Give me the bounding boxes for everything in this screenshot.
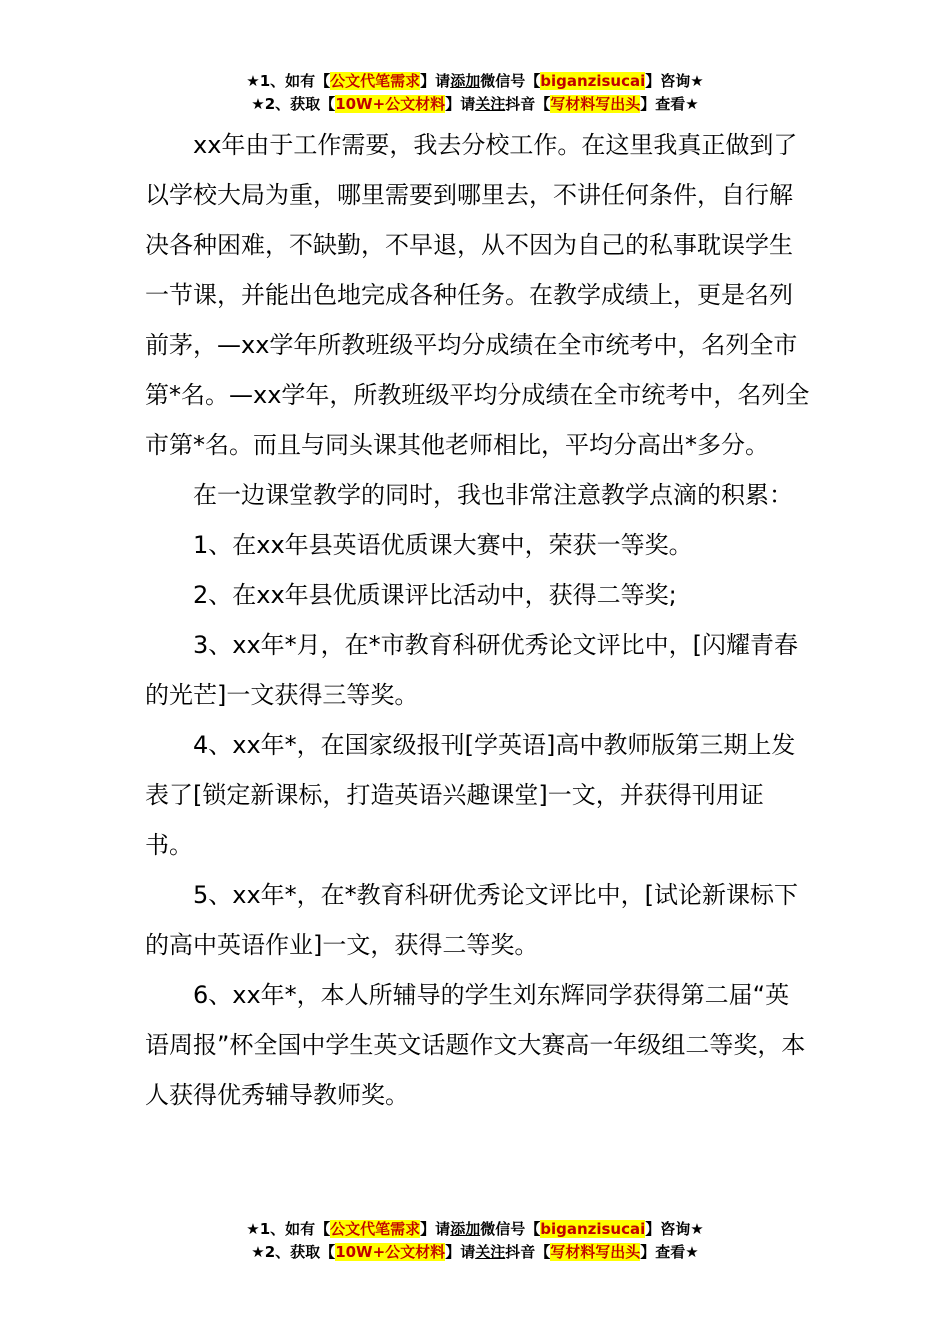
list-item: 2、在xx年县优质课评比活动中，获得二等奖;	[193, 581, 677, 609]
banner-text: 】请	[420, 72, 451, 90]
document-body	[145, 120, 810, 1120]
list-item: 3、xx年*月，在*市教育科研优秀论文评比中，[闪耀青春的光芒]一文获得三等奖。	[145, 631, 799, 709]
banner-text: 微信号【	[480, 1220, 541, 1238]
banner-highlight: biganzisucai	[540, 1220, 646, 1238]
banner-highlight: 写材料写出头	[550, 95, 641, 113]
banner-highlight: 10W+公文材料	[335, 1243, 446, 1261]
banner-highlight: 公文代笔需求	[330, 72, 421, 90]
banner-line-1	[0, 1218, 950, 1241]
banner-text: 抖音【	[505, 1243, 551, 1261]
banner-text: 】查看★	[640, 95, 699, 113]
banner-underline: 添加	[450, 1220, 481, 1238]
banner-line-2	[0, 1241, 950, 1264]
banner-text: 】咨询★	[645, 72, 704, 90]
list-item: 1、在xx年县英语优质课大赛中，荣获一等奖。	[193, 531, 693, 559]
banner-line-2	[0, 93, 950, 116]
banner-text: 抖音【	[505, 95, 551, 113]
paragraph-intro: xx年由于工作需要，我去分校工作。在这里我真正做到了以学校大局为重，哪里需要到哪里去，不讲任何条件，自行解决各种困难，不缺勤，不早退，从不因为自己的私事耽误学生一节课，并能出色地完成各种任务。在教学成绩上，更是名列前茅，—xx学年所教班级平均分成绩在全市统考中，名列全市第*名。—xx学年，所教班级平均分成绩在全市统考中，名列全市第*名。而且与同头课其他老师相比，平均分高出*多分。	[145, 131, 810, 459]
banner-highlight: 写材料写出头	[550, 1243, 641, 1261]
paragraph-accumulation: 在一边课堂教学的同时，我也非常注意教学点滴的积累：	[193, 481, 793, 509]
footer-banner	[0, 1218, 950, 1264]
banner-text: 】请	[445, 1243, 476, 1261]
banner-text: 】咨询★	[645, 1220, 704, 1238]
banner-text: ★2、获取【	[251, 1243, 336, 1261]
header-banner	[0, 70, 950, 116]
banner-text: 】请	[445, 95, 476, 113]
banner-text: 微信号【	[480, 72, 541, 90]
banner-highlight: biganzisucai	[540, 72, 646, 90]
banner-text: ★2、获取【	[251, 95, 336, 113]
banner-text: 】查看★	[640, 1243, 699, 1261]
list-item: 6、xx年*，本人所辅导的学生刘东辉同学获得第二届“英语周报”杯全国中学生英文话题作文大赛高一年级组二等奖，本人获得优秀辅导教师奖。	[145, 981, 806, 1109]
banner-text: ★1、如有【	[246, 72, 331, 90]
list-item: 4、xx年*，在国家级报刊[学英语]高中教师版第三期上发表了[锁定新课标，打造英语兴趣课堂]一文，并获得刊用证书。	[145, 731, 796, 859]
banner-underline: 添加	[450, 72, 481, 90]
banner-text: ★1、如有【	[246, 1220, 331, 1238]
banner-highlight: 公文代笔需求	[330, 1220, 421, 1238]
banner-line-1	[0, 70, 950, 93]
banner-underline: 关注	[475, 1243, 506, 1261]
banner-text: 】请	[420, 1220, 451, 1238]
banner-underline: 关注	[475, 95, 506, 113]
list-item: 5、xx年*，在*教育科研优秀论文评比中，[试论新课标下的高中英语作业]一文，获得二等奖。	[145, 881, 799, 959]
banner-highlight: 10W+公文材料	[335, 95, 446, 113]
